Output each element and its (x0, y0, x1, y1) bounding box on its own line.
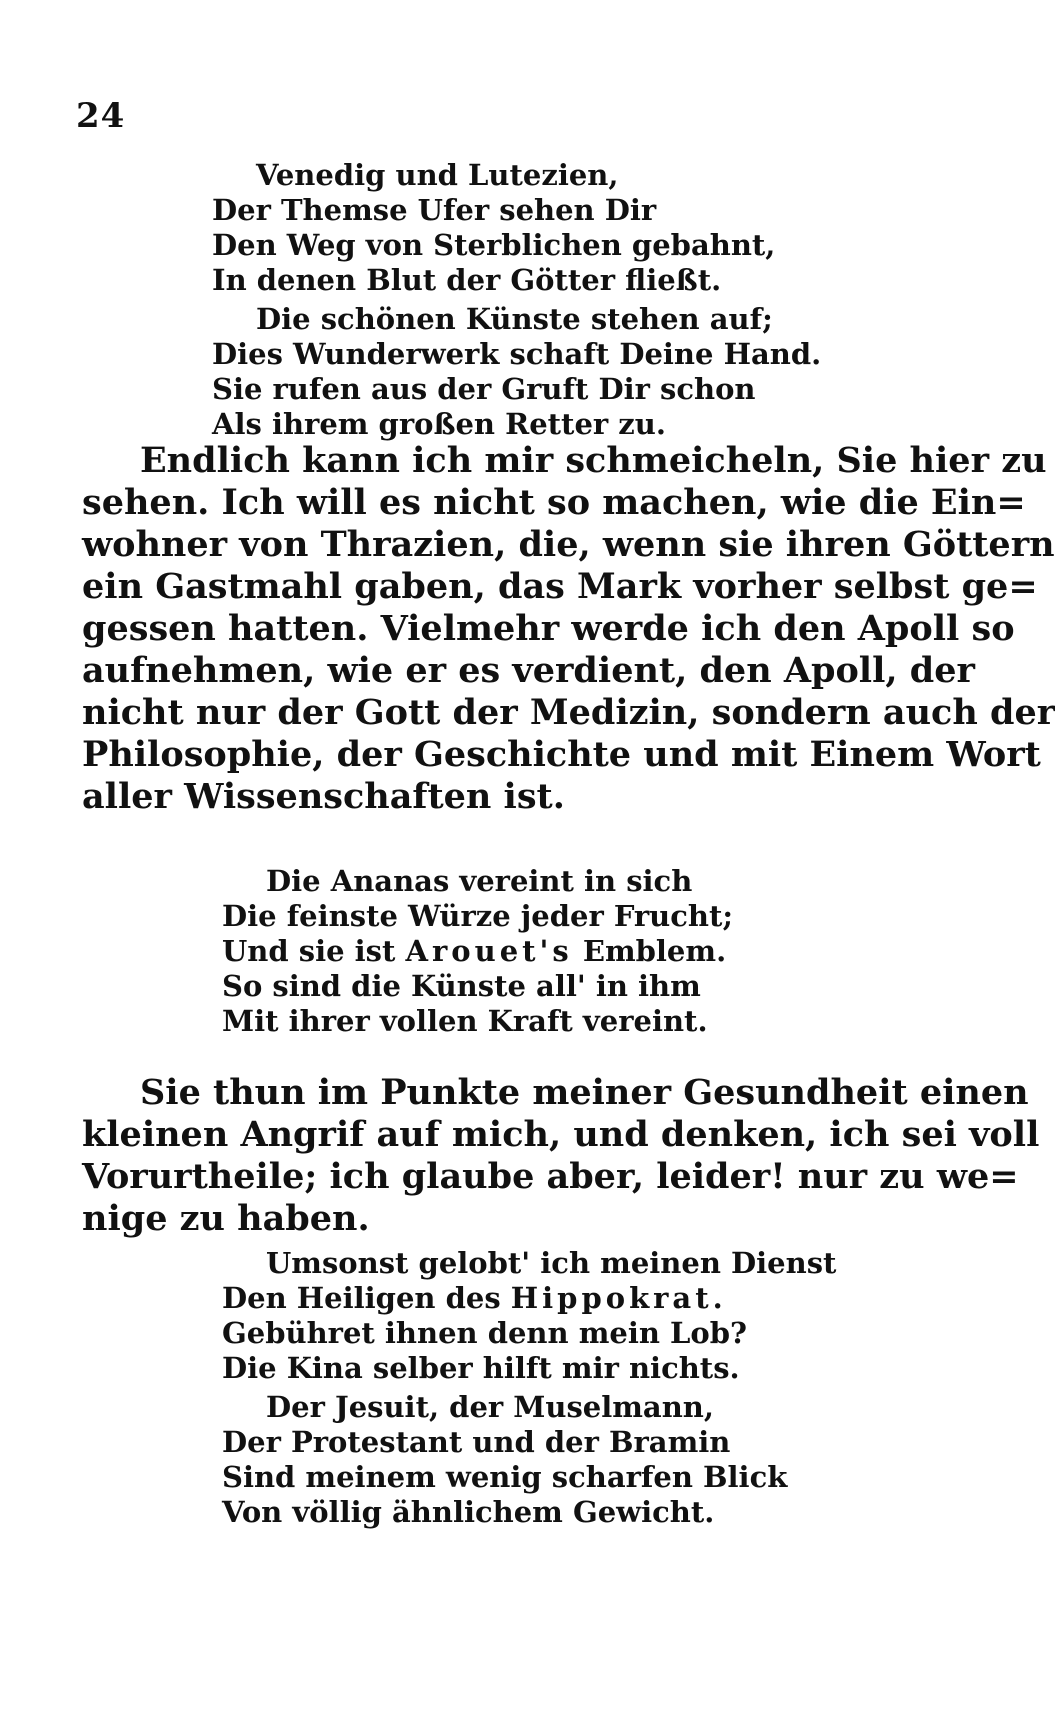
verse-line: Venedig und Lutezien, (256, 158, 619, 192)
verse-line (222, 934, 733, 969)
paragraph-line: nige zu haben. (82, 1198, 370, 1239)
paragraph-line: aufnehmen, wie er es verdient, den Apoll, der (82, 650, 975, 691)
verse-line: Den Weg von Sterblichen gebahnt, (212, 228, 776, 262)
paragraph-1 (82, 440, 1055, 818)
paragraph-line: nicht nur der Gott der Medizin, sondern auch der (82, 692, 1055, 733)
verse-text: Und sie ist (222, 934, 406, 968)
verse-block-2 (222, 864, 733, 1039)
verse-line: Sind meinem wenig scharfen Blick (222, 1460, 788, 1494)
paragraph-line: ein Gastmahl gaben, das Mark vorher selbst ge= (82, 566, 1038, 607)
verse-block-3 (222, 1246, 836, 1530)
verse-line: Umsonst gelobt' ich meinen Dienst (266, 1246, 837, 1280)
verse-line: In denen Blut der Götter fließt. (212, 263, 722, 297)
verse-line: Gebühret ihnen denn mein Lob? (222, 1316, 748, 1350)
verse-line: Dies Wunderwerk schaft Deine Hand. (212, 337, 822, 371)
verse-line: Die schönen Künste stehen auf; (256, 302, 773, 336)
verse-line (222, 1281, 836, 1316)
verse-line: Die Ananas vereint in sich (266, 864, 693, 898)
verse-block-1 (212, 158, 821, 442)
verse-text: Den Heiligen des (222, 1281, 511, 1315)
paragraph-line: gessen hatten. Vielmehr werde ich den Apoll so (82, 608, 1015, 649)
verse-line: Von völlig ähnlichem Gewicht. (222, 1495, 715, 1529)
verse-line: So sind die Künste all' in ihm (222, 969, 701, 1003)
verse-line: Der Protestant und der Bramin (222, 1425, 731, 1459)
verse-line: Der Themse Ufer sehen Dir (212, 193, 657, 227)
page-number: 24 (76, 96, 126, 136)
author-name: Arouet's (405, 934, 573, 968)
paragraph-line: Endlich kann ich mir schmeicheln, Sie hier zu (140, 440, 1047, 481)
paragraph-line: aller Wissenschaften ist. (82, 776, 565, 817)
verse-line: Mit ihrer vollen Kraft vereint. (222, 1004, 708, 1038)
verse-line: Sie rufen aus der Gruft Dir schon (212, 372, 756, 406)
verse-line: Die feinste Würze jeder Frucht; (222, 899, 734, 933)
verse-line: Der Jesuit, der Muselmann, (266, 1390, 714, 1424)
verse-line: Als ihrem großen Retter zu. (212, 407, 666, 441)
paragraph-2 (82, 1072, 1040, 1240)
paragraph-line: sehen. Ich will es nicht so machen, wie die Ein= (82, 482, 1026, 523)
paragraph-line: Vorurtheile; ich glaube aber, leider! nur zu we= (82, 1156, 1019, 1197)
paragraph-line: Sie thun im Punkte meiner Gesundheit einen (140, 1072, 1029, 1113)
paragraph-line: kleinen Angrif auf mich, und denken, ich sei voll (82, 1114, 1040, 1155)
verse-text: . (712, 1281, 723, 1315)
verse-line: Die Kina selber hilft mir nichts. (222, 1351, 740, 1385)
paragraph-line: wohner von Thrazien, die, wenn sie ihren Göttern (82, 524, 1055, 565)
author-name: Hippokrat (510, 1281, 713, 1315)
verse-text: Emblem. (572, 934, 727, 968)
paragraph-line: Philosophie, der Geschichte und mit Einem Wort (82, 734, 1041, 775)
